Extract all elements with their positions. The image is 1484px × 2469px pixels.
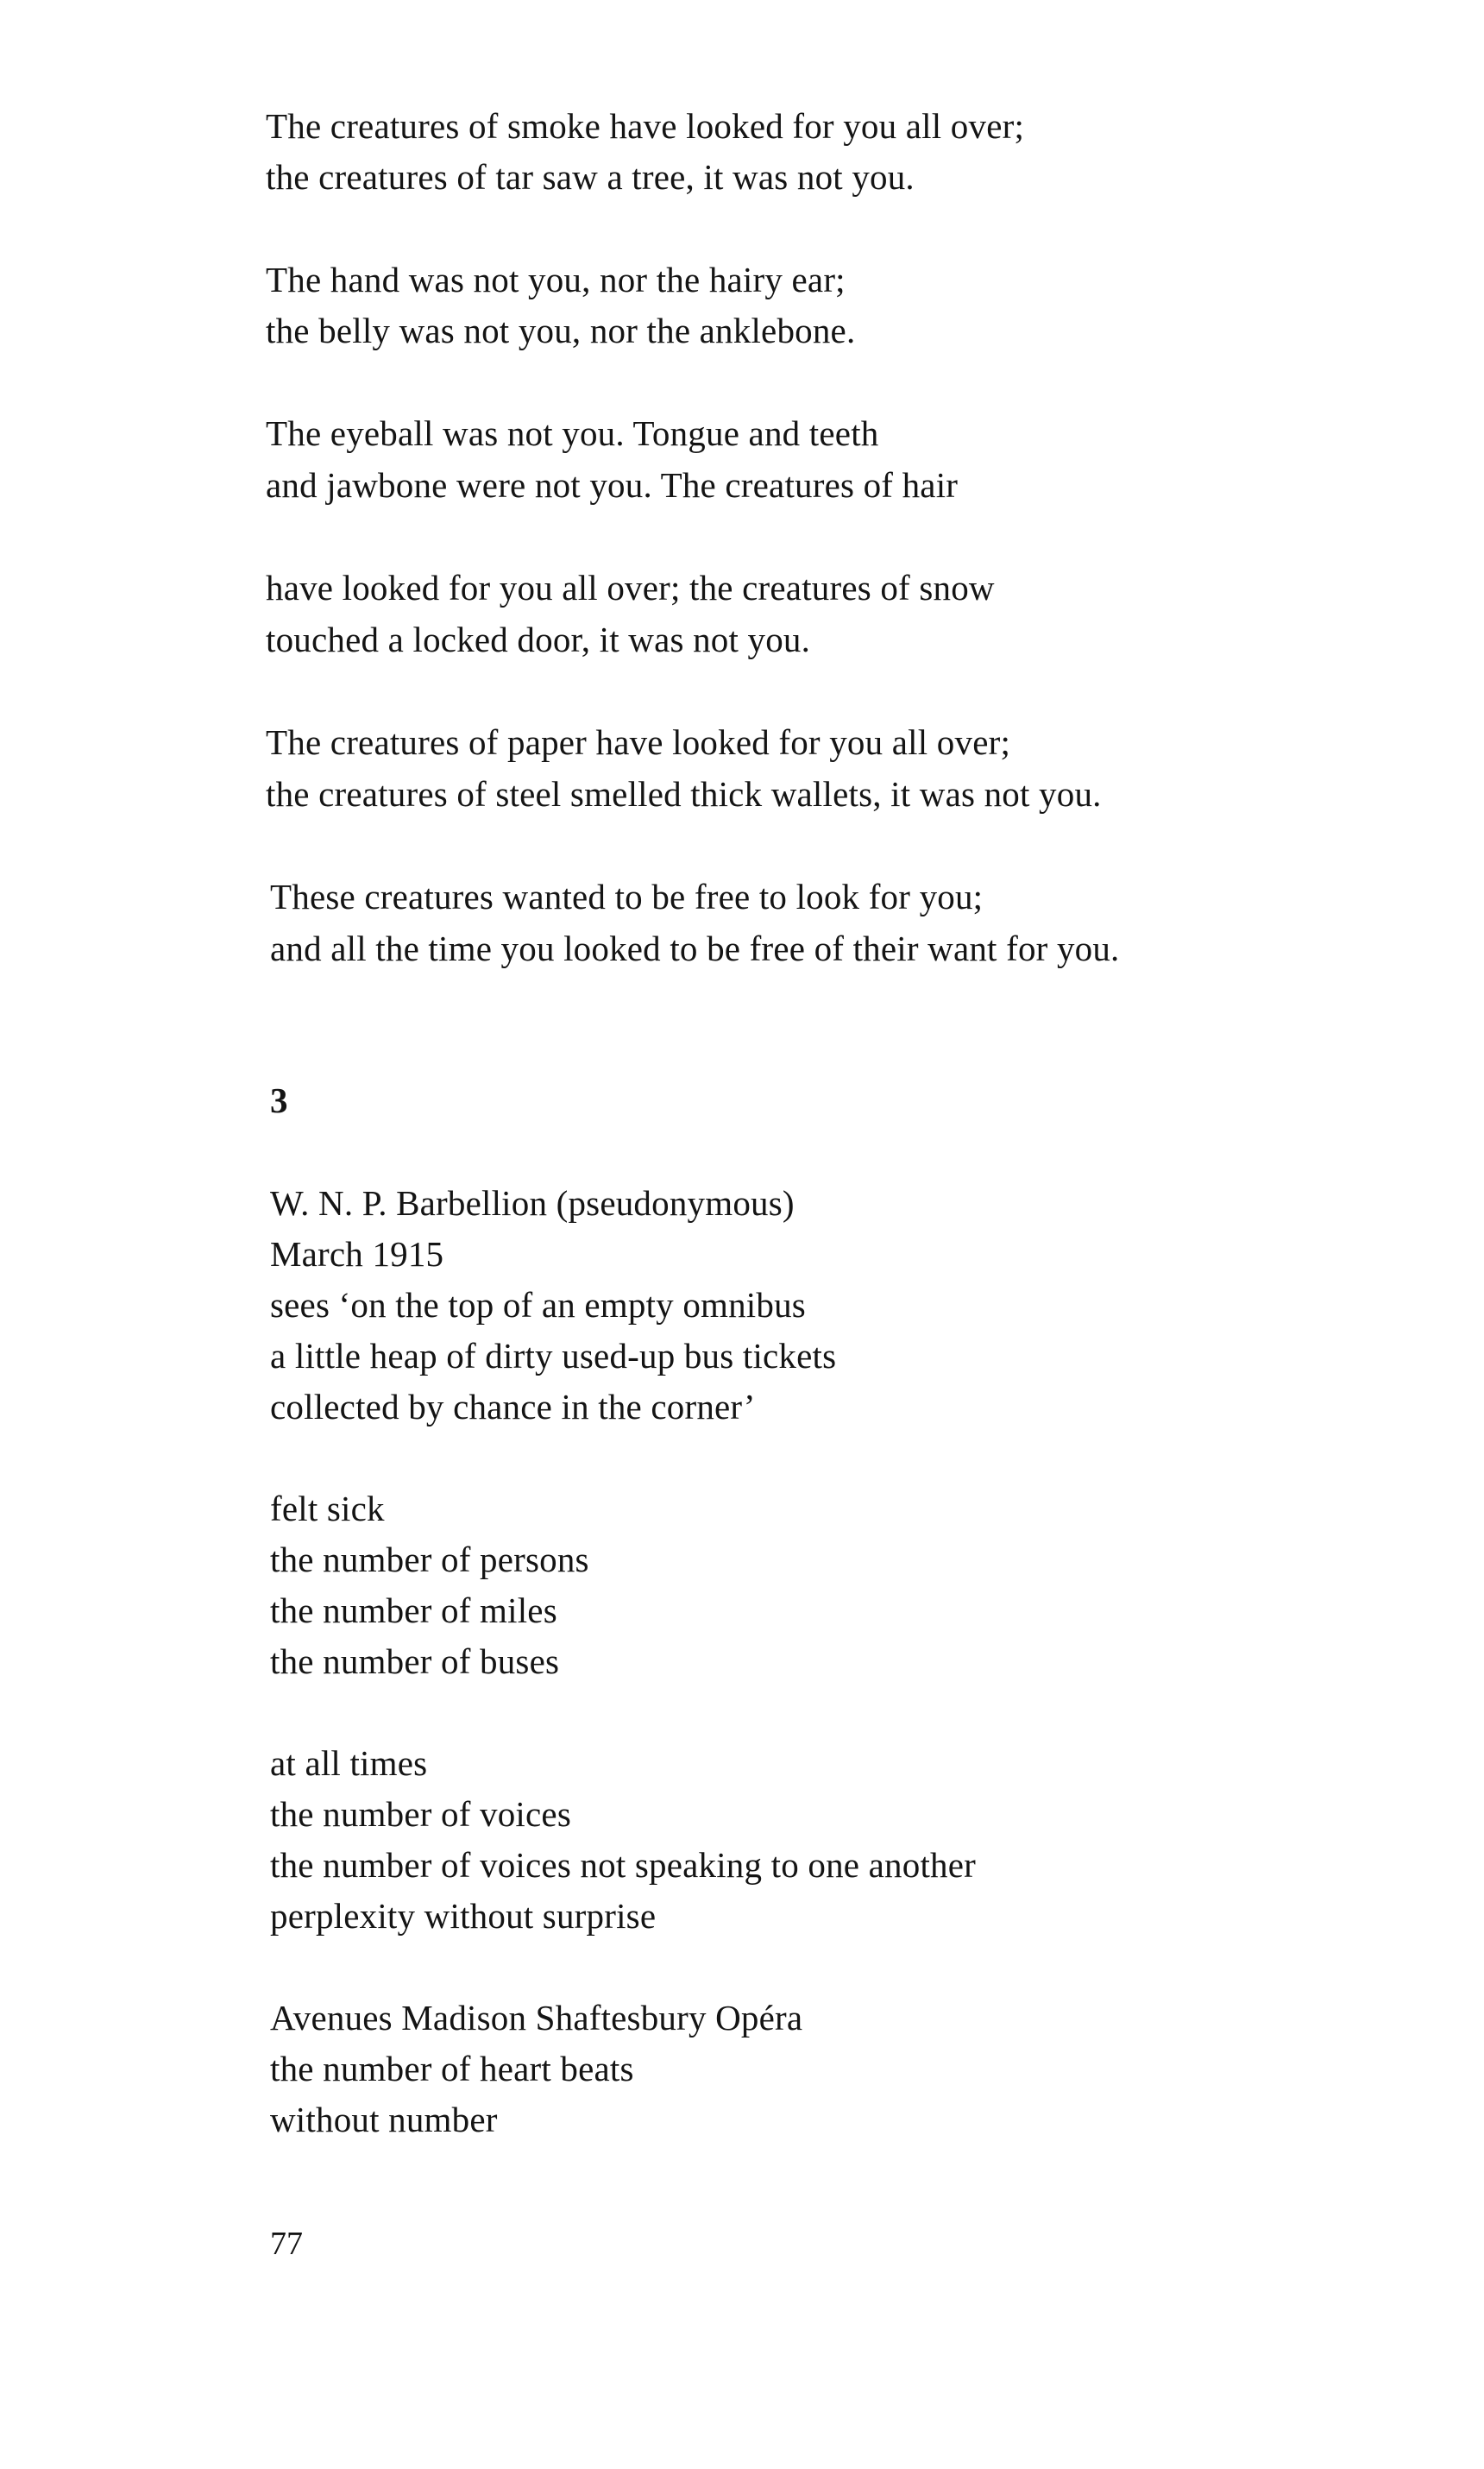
poem-line: These creatures wanted to be free to look for you;	[270, 877, 984, 916]
poem-line: and jawbone were not you. The creatures of hair	[266, 465, 959, 505]
poem-line: the number of miles	[270, 1590, 557, 1630]
poem-line: perplexity without surprise	[270, 1896, 657, 1936]
poem-line: the creatures of tar saw a tree, it was not you.	[266, 157, 915, 197]
poem-line: The creatures of paper have looked for you all over;	[266, 722, 1011, 762]
poem-line: sees ‘on the top of an empty omnibus	[270, 1285, 806, 1325]
poem-line: The creatures of smoke have looked for you all over;	[266, 106, 1025, 146]
section-number: 3	[270, 1080, 288, 1120]
poem-line: March 1915	[270, 1234, 444, 1274]
poem-line: W. N. P. Barbellion (pseudonymous)	[270, 1183, 795, 1223]
poem-line: Avenues Madison Shaftesbury Opéra	[270, 1998, 803, 2038]
page-number: 77	[270, 2226, 303, 2262]
poem-line: without number	[270, 2100, 498, 2139]
poem-line: the number of heart beats	[270, 2049, 634, 2088]
poem-line: a little heap of dirty used-up bus tickets	[270, 1336, 837, 1376]
poem-line: the number of buses	[270, 1641, 560, 1681]
poem-line: at all times	[270, 1743, 428, 1783]
poem-line: the number of persons	[270, 1540, 589, 1579]
poem-line: The hand was not you, nor the hairy ear;	[266, 260, 846, 299]
poem-line: the creatures of steel smelled thick wallets, it was not you.	[266, 774, 1102, 814]
poem-line: the belly was not you, nor the anklebone.	[266, 311, 856, 350]
poem-line: The eyeball was not you. Tongue and teeth	[266, 413, 879, 453]
poem-line: the number of voices	[270, 1794, 571, 1834]
poem-line: touched a locked door, it was not you.	[266, 620, 811, 659]
poem-line: collected by chance in the corner’	[270, 1387, 756, 1427]
poem-line: have looked for you all over; the creatures of snow	[266, 568, 995, 608]
poem-line: felt sick	[270, 1489, 385, 1528]
poem-line: the number of voices not speaking to one another	[270, 1845, 976, 1885]
poem-line: and all the time you looked to be free of their want for you.	[270, 929, 1120, 968]
